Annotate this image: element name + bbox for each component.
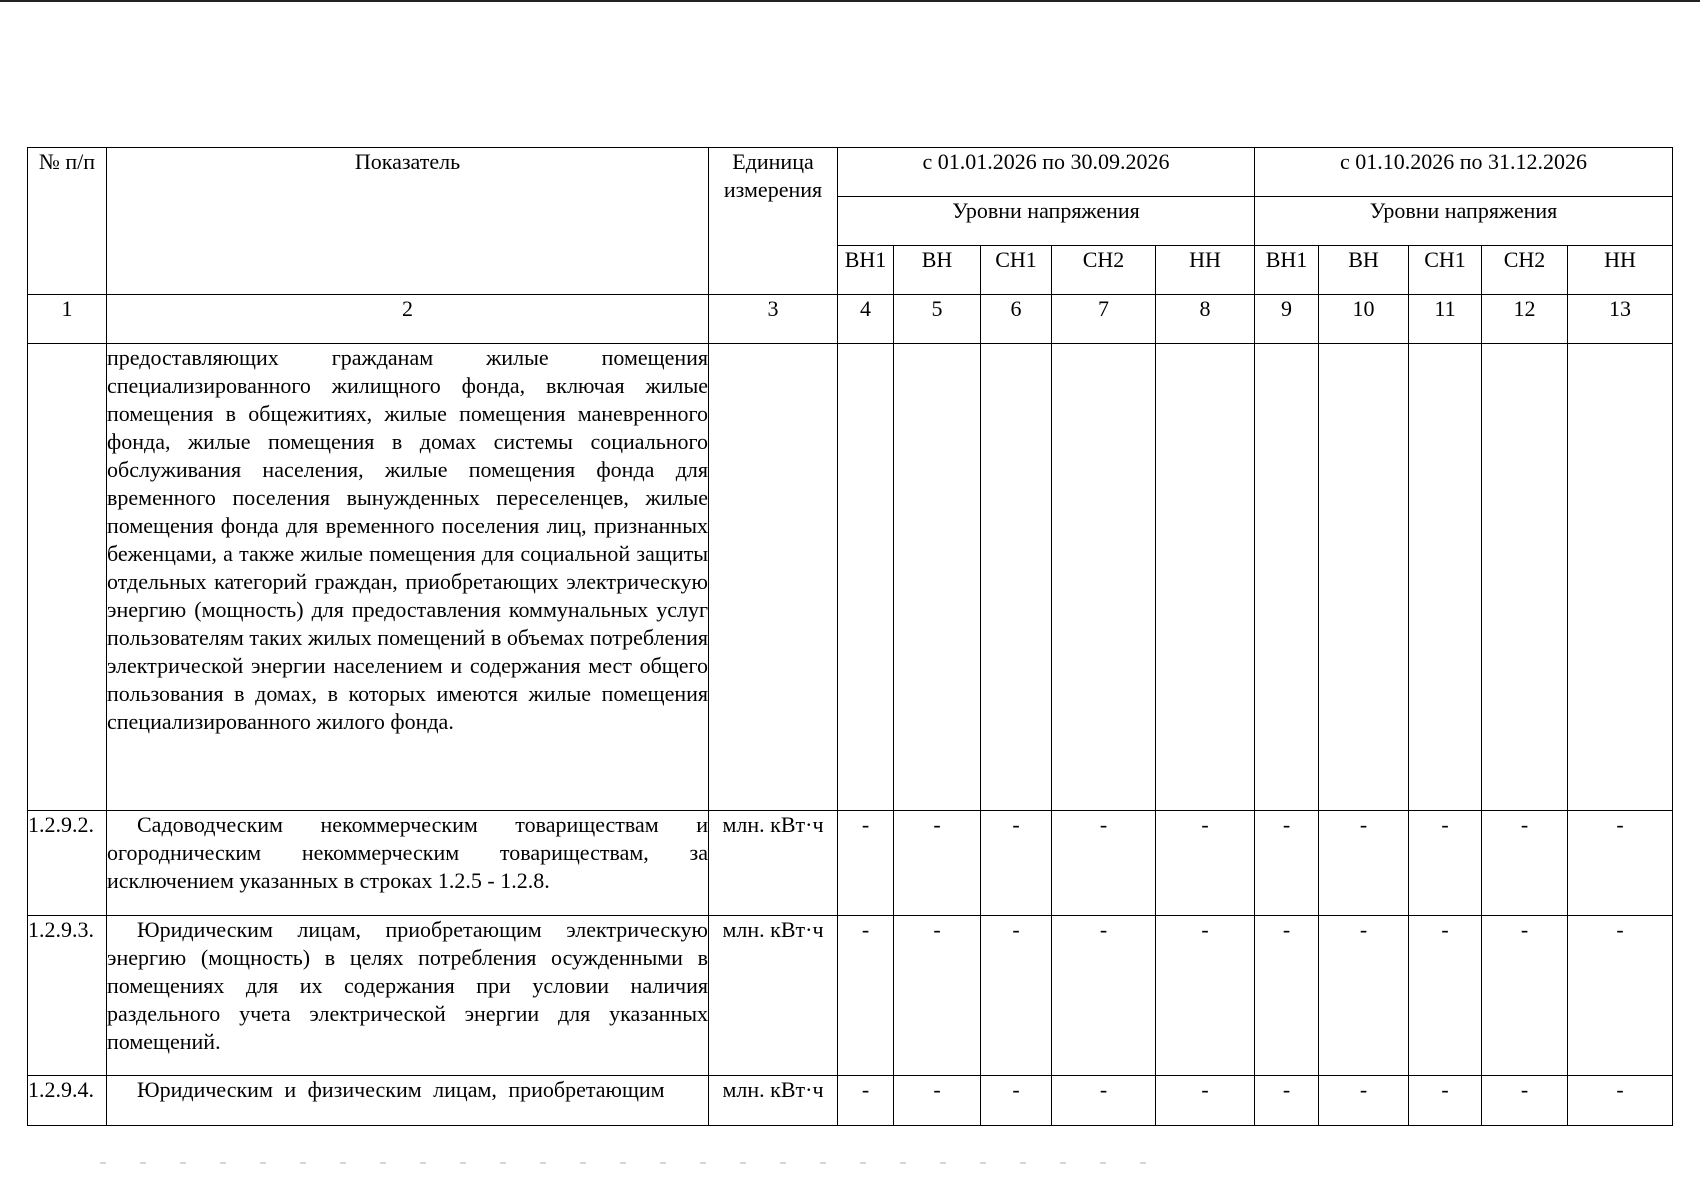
row-value: -	[1319, 811, 1409, 916]
row-value: -	[981, 811, 1052, 916]
row-value	[981, 344, 1052, 811]
col-number: 11	[1409, 295, 1482, 344]
level-vn-1: ВН	[894, 246, 981, 295]
col-number: 9	[1255, 295, 1319, 344]
row-value: -	[981, 916, 1052, 1076]
col-number: 3	[709, 295, 838, 344]
row-number: 1.2.9.2.	[28, 811, 107, 916]
row-value	[894, 344, 981, 811]
row-unit: млн. кВт·ч	[709, 1076, 838, 1126]
row-value	[1409, 344, 1482, 811]
table-row	[28, 1076, 1673, 1126]
level-sn2-1: СН2	[1052, 246, 1156, 295]
row-value: -	[1482, 1076, 1568, 1126]
row-unit	[709, 344, 838, 811]
col-number: 10	[1319, 295, 1409, 344]
table-row	[28, 916, 1673, 1076]
row-value: -	[894, 1076, 981, 1126]
col-number: 4	[838, 295, 894, 344]
row-value: -	[1156, 1076, 1255, 1126]
column-number-row	[28, 295, 1673, 344]
level-sn1-2: СН1	[1409, 246, 1482, 295]
row-indicator-text: предоставляющих гражданам жилые помещения специализированного жилищного фонда, включая жилые помещения в общежитиях, жилые помещения маневренного фонда, жилые помещения в домах системы социального обслуживания населения, жилые помещения фонда для временного поселения вынужденных переселенцев, жилые помещения фонда для временного поселения лиц, признанных беженцами, а также жилые помещения для социальной защиты отдельных категорий граждан, приобретающих электрическую энергию (мощность) для предоставления коммунальных услуг пользователям таких жилых помещений в объемах потребления электрической энергии населением и содержания мест общего пользования в домах, в которых имеются жилые помещения специализированного жилого фонда.	[107, 344, 709, 811]
col-number: 2	[107, 295, 709, 344]
col-number: 1	[28, 295, 107, 344]
row-unit: млн. кВт·ч	[709, 811, 838, 916]
row-value	[838, 344, 894, 811]
header-row-1	[28, 148, 1673, 197]
row-value: -	[1482, 916, 1568, 1076]
row-value: -	[838, 1076, 894, 1126]
table-row	[28, 811, 1673, 916]
row-value: -	[894, 916, 981, 1076]
row-value: -	[1482, 811, 1568, 916]
header-levels-2: Уровни напряжения	[1255, 197, 1673, 246]
row-unit: млн. кВт·ч	[709, 916, 838, 1076]
row-value: -	[1319, 916, 1409, 1076]
col-number: 7	[1052, 295, 1156, 344]
row-value: -	[1052, 1076, 1156, 1126]
row-value: -	[1319, 1076, 1409, 1126]
level-sn1-1: СН1	[981, 246, 1052, 295]
col-number: 8	[1156, 295, 1255, 344]
row-value: -	[1409, 811, 1482, 916]
row-value: -	[1052, 916, 1156, 1076]
row-number	[28, 344, 107, 811]
header-indicator: Показатель	[107, 148, 709, 295]
row-indicator-text: Юридическим и физическим лицам, приобретающим	[107, 1076, 709, 1126]
row-value: -	[1255, 1076, 1319, 1126]
row-number: 1.2.9.3.	[28, 916, 107, 1076]
col-number: 13	[1568, 295, 1673, 344]
row-value: -	[894, 811, 981, 916]
row-value: -	[838, 916, 894, 1076]
row-value	[1482, 344, 1568, 811]
row-value: -	[1568, 1076, 1673, 1126]
page-top-border	[0, 0, 1700, 2]
row-value: -	[1568, 916, 1673, 1076]
scan-artifact	[100, 1162, 1150, 1164]
header-no: № п/п	[28, 148, 107, 295]
level-vn-2: ВН	[1319, 246, 1409, 295]
header-period-1: с 01.01.2026 по 30.09.2026	[838, 148, 1255, 197]
header-levels-1: Уровни напряжения	[838, 197, 1255, 246]
row-value: -	[838, 811, 894, 916]
level-vn1-2: ВН1	[1255, 246, 1319, 295]
row-value: -	[1409, 916, 1482, 1076]
level-nn-1: НН	[1156, 246, 1255, 295]
row-value: -	[1156, 811, 1255, 916]
row-value: -	[1409, 1076, 1482, 1126]
row-value	[1568, 344, 1673, 811]
level-sn2-2: СН2	[1482, 246, 1568, 295]
row-value	[1052, 344, 1156, 811]
row-indicator-text: Юридическим лицам, приобретающим электрическую энергию (мощность) в целях потребления осужденными в помещениях для их содержания при условии наличия раздельного учета электрической энергии для указанных помещений.	[107, 916, 709, 1076]
row-value: -	[1255, 916, 1319, 1076]
header-unit: Единица измерения	[709, 148, 838, 295]
level-nn-2: НН	[1568, 246, 1673, 295]
row-value: -	[1052, 811, 1156, 916]
row-value	[1156, 344, 1255, 811]
tariff-table	[27, 147, 1673, 1126]
row-value	[1255, 344, 1319, 811]
col-number: 6	[981, 295, 1052, 344]
row-indicator-text: Садоводческим некоммерческим товариществам и огородническим некоммерческим товариществам, за исключением указанных в строках 1.2.5 - 1.2.8.	[107, 811, 709, 916]
row-value: -	[1568, 811, 1673, 916]
row-value	[1319, 344, 1409, 811]
row-number: 1.2.9.4.	[28, 1076, 107, 1126]
row-value: -	[1156, 916, 1255, 1076]
table-row	[28, 344, 1673, 811]
col-number: 5	[894, 295, 981, 344]
header-period-2: с 01.10.2026 по 31.12.2026	[1255, 148, 1673, 197]
row-value: -	[1255, 811, 1319, 916]
col-number: 12	[1482, 295, 1568, 344]
level-vn1-1: ВН1	[838, 246, 894, 295]
row-value: -	[981, 1076, 1052, 1126]
